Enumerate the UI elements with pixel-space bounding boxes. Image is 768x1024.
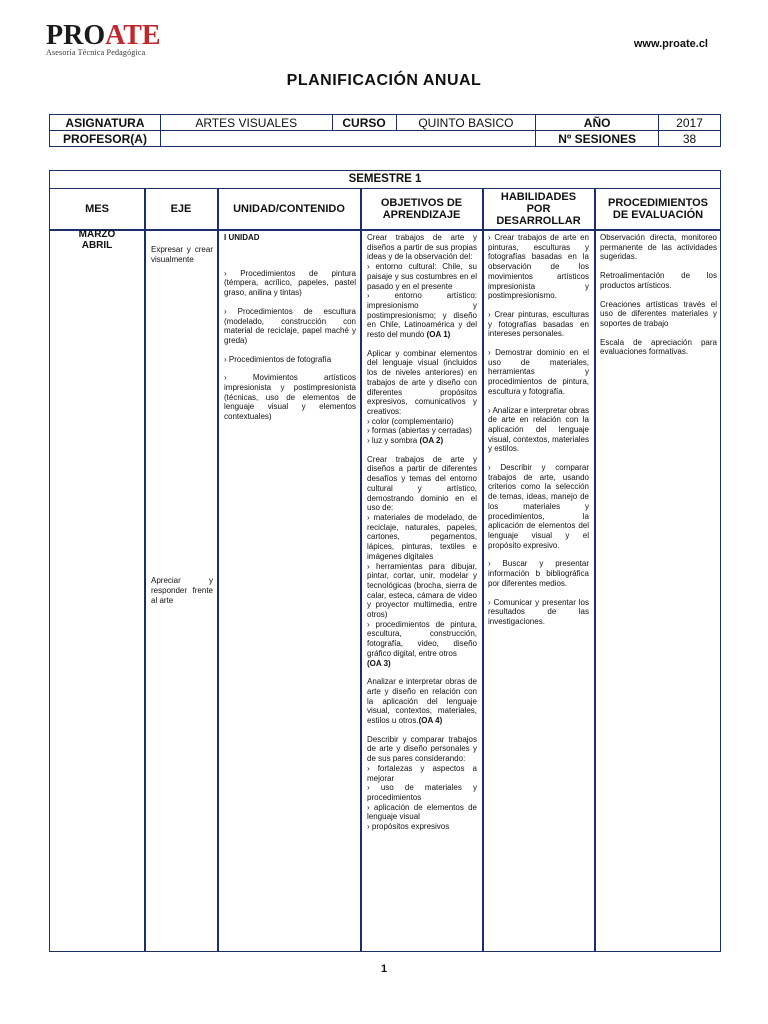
oa1-intro: Crear trabajos de arte y diseños a partir de sus propias ideas y de la observación del:	[367, 233, 477, 262]
col-divider	[482, 189, 484, 951]
planning-table	[49, 170, 721, 952]
profesor-label: PROFESOR(A)	[50, 131, 161, 147]
habilidad-item: › Comunicar y presentar los resultados de las investigaciones.	[488, 597, 589, 626]
eje-apreciar: Apreciar y responder frente al arte	[151, 576, 213, 605]
oa1-item: › entorno cultural: Chile, su paisaje y sus costumbres en el pasado y en el presente	[367, 262, 477, 291]
sesiones-label: Nº SESIONES	[536, 131, 659, 147]
procedimiento-item: Retroalimentación de los productos artísticos.	[600, 271, 717, 290]
procedimiento-item: Creaciones artísticas través el uso de diferentes materiales y soportes de trabajo	[600, 299, 717, 328]
habilidad-item: › Crear pinturas, esculturas y fotografías basadas en intereses personales.	[488, 309, 589, 339]
website-url: www.proate.cl	[633, 38, 708, 50]
col-divider	[360, 189, 362, 951]
procedimiento-item: Escala de apreciación para evaluaciones formativas.	[600, 337, 717, 357]
oa5-item: › propósitos expresivos	[367, 822, 450, 832]
oa2-item: › formas (abiertas y cerradas)	[367, 426, 472, 436]
unidad-item: › Procedimientos de escultura (modelado, construcción con material de reciclaje, papel maché y greda)	[224, 306, 356, 345]
oa3-intro: Crear trabajos de arte y diseños a partir de diferentes desafíos y temas del entorno cultural y artístico, demostrando dominio en el uso de:	[367, 454, 477, 513]
procedimientos-cell	[600, 233, 717, 357]
header-eje: EJE	[170, 203, 192, 215]
page-title: PLANIFICACIÓN ANUAL	[286, 72, 482, 89]
header-divider	[50, 229, 720, 231]
curso-label: CURSO	[332, 115, 396, 131]
profesor-value	[160, 131, 535, 147]
proate-logo	[46, 22, 176, 72]
habilidad-item: › Analizar e interpretar obras de arte en relación con la aplicación del lenguaje visual, contextos, materiales y estilos.	[488, 405, 589, 454]
oa2-item: › color (complementario)	[367, 416, 454, 426]
oa5-item: › fortalezas y aspectos a mejorar	[367, 763, 477, 783]
oa5-intro: Describir y comparar trabajos de arte y diseño personales y de sus pares considerando:	[367, 734, 477, 764]
eje-expresar: Expresar y crear visualmente	[151, 245, 213, 264]
unidad-item: › Procedimientos de fotografía	[224, 354, 332, 364]
anio-label: AÑO	[536, 115, 659, 131]
habilidad-item: › Demostrar dominio en el uso de materiales, herramientas y procedimientos de pintura, escultura y fotografía.	[488, 348, 589, 396]
mes-abril: ABRIL	[81, 240, 113, 251]
oa4-tag: (OA 4)	[418, 716, 443, 726]
procedimiento-item: Observación directa, monitoreo permanente de las actividades sugeridas.	[600, 233, 717, 262]
unidad-item: › Procedimientos de pintura (témpera, acrílico, papeles, pastel graso, anilina y tintas)	[224, 268, 356, 298]
logo-subtitle: Asesoría Técnica Pedagógica	[46, 48, 146, 57]
habilidad-item: › Buscar y presentar información b bibliográfica por diferentes medios.	[488, 559, 589, 588]
oa3-item: › procedimientos de pintura, escultura, construcción, fotografía, video, diseño gráfico digital, entre otros	[367, 619, 477, 658]
habilidades-cell	[488, 233, 589, 627]
oa5-item: › aplicación de elementos de lenguaje visual	[367, 802, 477, 822]
col-divider	[594, 189, 596, 951]
oa1-tag: (OA 1)	[426, 330, 451, 340]
mes-marzo: MARZO	[78, 229, 116, 240]
oa5-item: › uso de materiales y procedimientos	[367, 783, 477, 802]
curso-value: QUINTO BASICO	[396, 115, 536, 131]
course-info-table	[49, 114, 721, 147]
semester-header: SEMESTRE 1	[50, 171, 720, 189]
col-divider	[144, 189, 146, 951]
mes-cell	[50, 229, 144, 251]
col-divider	[217, 189, 219, 951]
header-habilidades: HABILIDADES POR DESARROLLAR	[496, 191, 581, 227]
oa3-item: › herramientas para dibujar, pintar, cortar, unir, modelar y tecnológicas (brocha, sierra de calar, esteca, cámara de video y proyector multimedia, entre otros)	[367, 561, 477, 620]
anio-value: 2017	[659, 115, 721, 131]
habilidad-item: › Describir y comparar trabajos de arte, usando criterios como la selección de temas, ideas, manejo de los materiales y procedimientos, la aplicación de elementos del lenguaje visual y el propósito expresivo.	[488, 463, 589, 550]
asignatura-value: ARTES VISUALES	[160, 115, 332, 131]
header-unidad: UNIDAD/CONTENIDO	[233, 203, 345, 215]
header-procedimientos: PROCEDIMIENTOS DE EVALUACIÓN	[607, 197, 709, 221]
logo-wordmark: PROATE	[46, 20, 161, 51]
unidad-item: › Movimientos artísticos impresionista y postimpresionista (técnicas, uso de elementos de lenguaje visual y elementos contextuales)	[224, 373, 356, 422]
page-number: 1	[380, 963, 388, 975]
habilidad-item: › Crear trabajos de arte en pinturas, esculturas y fotografías basadas en la observación de los movimientos artísticos impresionista y postimpresionismo.	[488, 233, 589, 301]
asignatura-label: ASIGNATURA	[50, 115, 161, 131]
oa2-intro: Aplicar y combinar elementos del lenguaje visual (incluidos los de niveles anteriores) en trabajos de arte y diseño con diferentes propósitos expresivos, comunicativos y creativos:	[367, 348, 477, 416]
unidad-title: I UNIDAD	[224, 233, 260, 242]
objetivos-cell	[367, 233, 477, 832]
unidad-cell	[224, 233, 356, 422]
sesiones-value: 38	[659, 131, 721, 147]
oa1-item: › entorno artístico: impresionismo y postimpresionismo; y diseño en Chile, Latinoamérica y del resto del mundo (OA 1)	[367, 291, 477, 340]
oa3-tag: (OA 3)	[367, 658, 391, 668]
oa2-tag: (OA 2)	[419, 436, 444, 446]
header-mes: MES	[85, 203, 109, 215]
oa3-item: › materiales de modelado, de reciclaje, naturales, papeles, cartones, pegamentos, lápices, pinturas, textiles e imágenes digitales	[367, 512, 477, 561]
header-objetivos: OBJETIVOS DE APRENDIZAJE	[380, 197, 463, 221]
eje-cell	[151, 233, 213, 606]
oa4-text: Analizar e interpretar obras de arte y diseño en relación con la aplicación del lenguaje visual, contextos, materiales, estilos u otros.(OA 4)	[367, 677, 477, 726]
oa2-item: › luz y sombra (OA 2)	[367, 436, 444, 446]
